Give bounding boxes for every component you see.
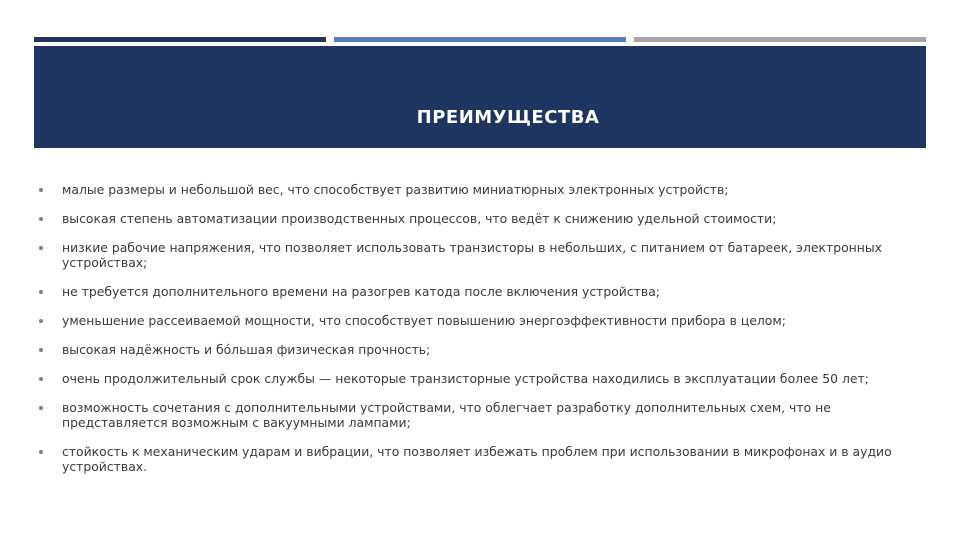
bullet-dot-icon: [39, 217, 43, 221]
bullet-item: [34, 400, 930, 430]
bullet-text: высокая надёжность и бóльшая физическая прочность;: [62, 342, 431, 357]
bullet-item: [34, 371, 930, 386]
bullet-text: низкие рабочие напряжения, что позволяет использовать транзисторы в небольших, с питанием от батареек, электронных устройствах;: [62, 240, 882, 270]
bullet-item: [34, 240, 930, 270]
bullet-list: [34, 182, 930, 488]
bullet-text: малые размеры и небольшой вес, что способствует развитию миниатюрных электронных устройств;: [62, 182, 729, 197]
accent-bar-blue: [334, 37, 626, 42]
bullet-text: возможность сочетания с дополнительными устройствами, что облегчает разработку дополнительных схем, что не представляется возможным с вакуумными лампами;: [62, 400, 831, 430]
bullet-dot-icon: [39, 377, 43, 381]
bullet-item: [34, 182, 930, 197]
bullet-dot-icon: [39, 406, 43, 410]
slide-title: ПРЕИМУЩЕСТВА: [416, 107, 600, 128]
top-accent-bars: [34, 37, 926, 42]
accent-bar-navy: [34, 37, 326, 42]
bullet-dot-icon: [39, 290, 43, 294]
bullet-dot-icon: [39, 348, 43, 352]
bullet-text: уменьшение рассеиваемой мощности, что способствует повышению энергоэффективности прибора в целом;: [62, 313, 786, 328]
bullet-item: [34, 444, 930, 474]
title-band: [34, 46, 926, 148]
bullet-item: [34, 313, 930, 328]
bullet-text: не требуется дополнительного времени на разогрев катода после включения устройства;: [62, 284, 660, 299]
bullet-text: очень продолжительный срок службы — некоторые транзисторные устройства находились в эксплуатации более 50 лет;: [62, 371, 869, 386]
bullet-item: [34, 284, 930, 299]
bullet-dot-icon: [39, 319, 43, 323]
bullet-dot-icon: [39, 246, 43, 250]
bullet-text: высокая степень автоматизации производственных процессов, что ведёт к снижению удельной стоимости;: [62, 211, 777, 226]
bullet-text: стойкость к механическим ударам и вибрации, что позволяет избежать проблем при использовании в микрофонах и в аудио устройствах.: [62, 444, 892, 474]
accent-bar-gray: [634, 37, 926, 42]
bullet-item: [34, 211, 930, 226]
bullet-dot-icon: [39, 188, 43, 192]
bullet-item: [34, 342, 930, 357]
bullet-dot-icon: [39, 450, 43, 454]
